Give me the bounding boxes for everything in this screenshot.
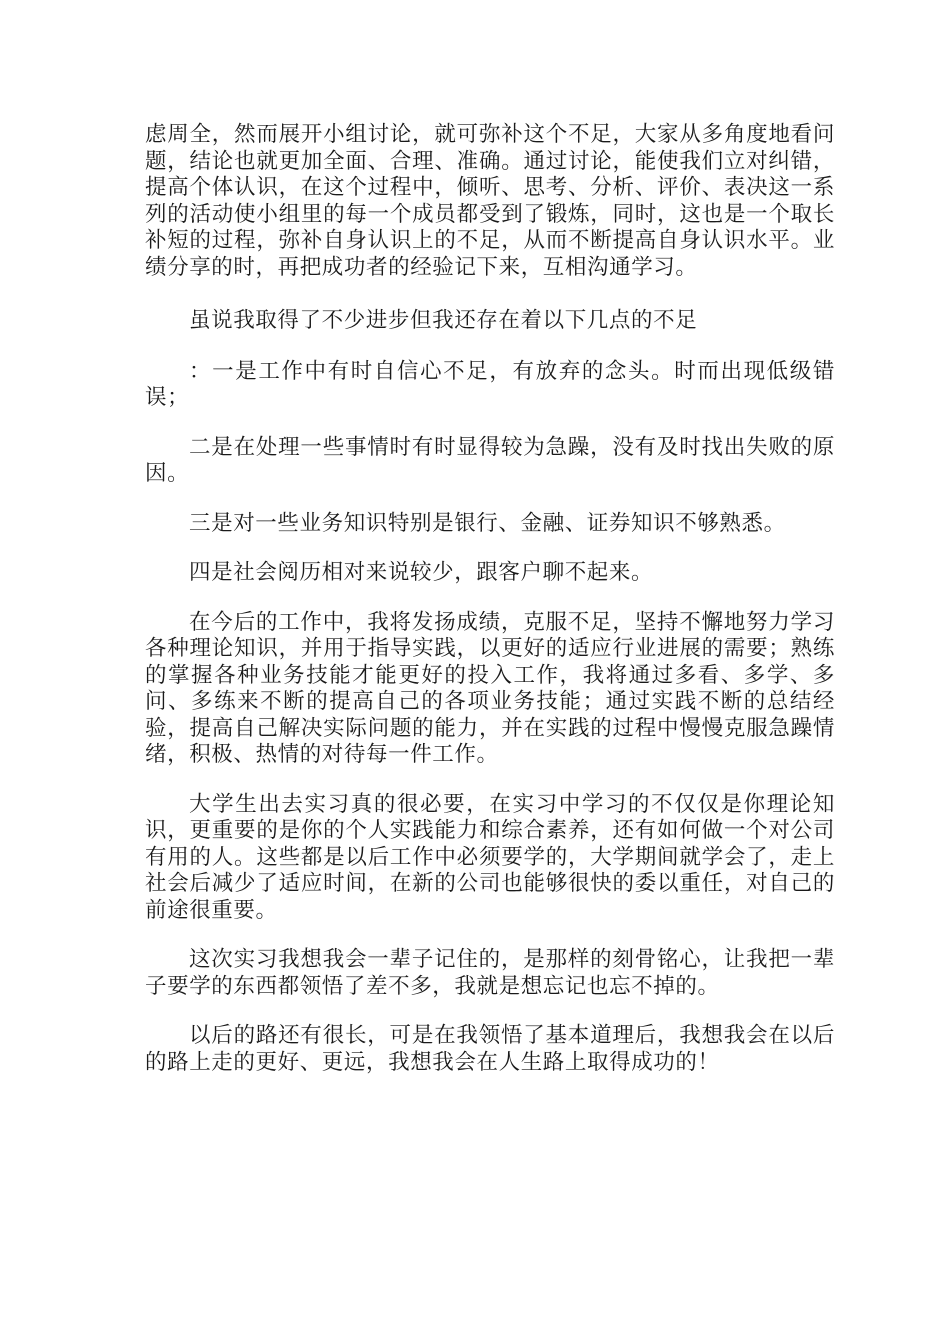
paragraph-discussion: 虑周全，然而展开小组讨论，就可弥补这个不足，大家从多角度地看问题，结论也就更加全面、合理、准确。通过讨论，能使我们立对纠错，提高个体认识，在这个过程中，倾听、思考、分析、评价、表决这一系列的活动使小组里的每一个成员都受到了锻炼，同时，这也是一个取长补短的过程，弥补自身认识上的不足，从而不断提高自身认识水平。业绩分享的时，再把成功者的经验记下来，互相沟通学习。 — [145, 122, 835, 280]
paragraph-shortcomings-intro: 虽说我取得了不少进步但我还存在着以下几点的不足 — [189, 308, 698, 333]
paragraph-shortcoming-two: 二是在处理一些事情时有时显得较为急躁，没有及时找出失败的原因。 — [145, 434, 835, 486]
paragraph-shortcoming-four: 四是社会阅历相对来说较少，跟客户聊不起来。 — [189, 560, 654, 585]
paragraph-internship-value: 大学生出去实习真的很必要，在实习中学习的不仅仅是你理论知识，更重要的是你的个人实践能力和综合素养，还有如何做一个对公司有用的人。这些都是以后工作中必须要学的，大学期间就学会了，走上社会后减少了适应时间，在新的公司也能够很快的委以重任，对自己的前途很重要。 — [145, 791, 835, 923]
paragraph-shortcoming-one: ：一是工作中有时自信心不足，有放弃的念头。时而出现低级错误； — [145, 358, 835, 410]
document-page — [145, 122, 835, 1099]
paragraph-conclusion: 以后的路还有很长，可是在我领悟了基本道理后，我想我会在以后的路上走的更好、更远，我想我会在人生路上取得成功的！ — [145, 1023, 835, 1075]
paragraph-future-work: 在今后的工作中，我将发扬成绩，克服不足，坚持不懈地努力学习各种理论知识，并用于指导实践，以更好的适应行业进展的需要；熟练的掌握各种业务技能才能更好的投入工作，我将通过多看、多学、多问、多练来不断的提高自己的各项业务技能；通过实践不断的总结经验，提高自己解决实际问题的能力，并在实践的过程中慢慢克服急躁情绪，积极、热情的对待每一件工作。 — [145, 609, 835, 767]
paragraph-shortcoming-three: 三是对一些业务知识特别是银行、金融、证券知识不够熟悉。 — [189, 510, 786, 536]
paragraph-memory: 这次实习我想我会一辈子记住的，是那样的刻骨铭心，让我把一辈子要学的东西都领悟了差不多，我就是想忘记也忘不掉的。 — [145, 947, 835, 999]
